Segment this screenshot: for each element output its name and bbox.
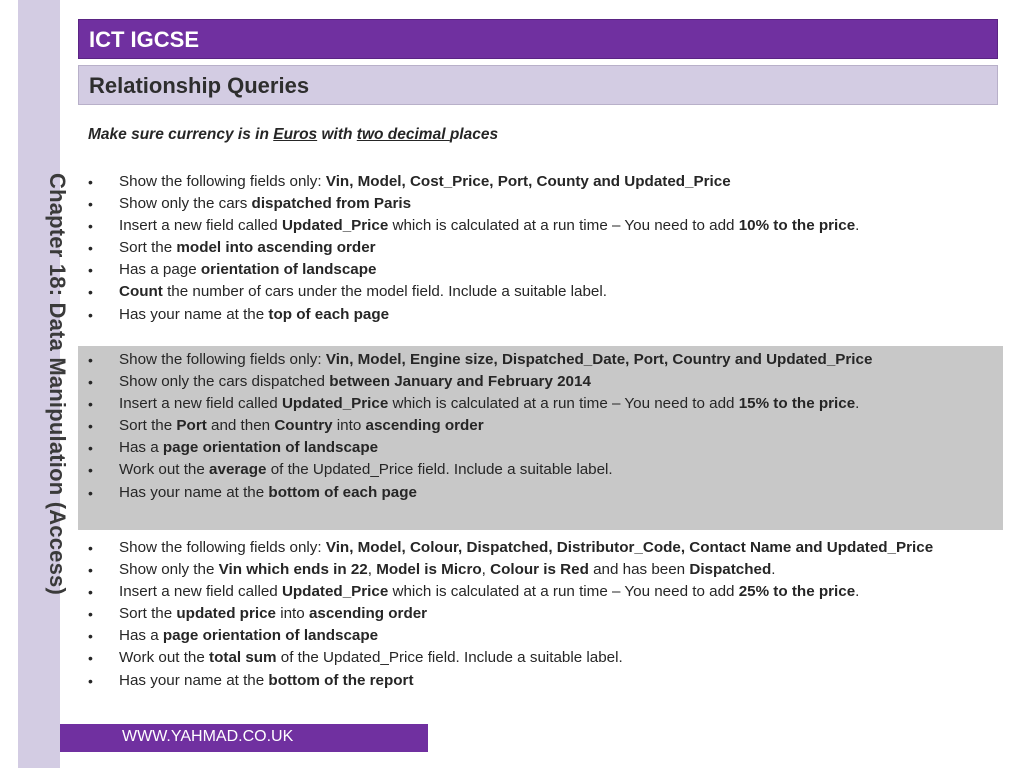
list-item: • Has your name at the bottom of each page — [88, 482, 988, 504]
list-item: • Sort the Port and then Country into ascending order — [88, 415, 988, 437]
list-item: • Sort the model into ascending order — [88, 237, 988, 259]
task-1-list — [88, 171, 988, 326]
list-item: • Insert a new field called Updated_Price which is calculated at a run time – You need to add 15% to the price. — [88, 393, 988, 415]
list-item: • Has a page orientation of landscape — [88, 259, 988, 281]
list-item: • Work out the average of the Updated_Price field. Include a suitable label. — [88, 459, 988, 481]
title-bar — [78, 19, 998, 59]
footer-bar — [60, 724, 428, 752]
subtitle-bar — [78, 65, 998, 105]
list-item: • Has a page orientation of landscape — [88, 625, 988, 647]
list-item: • Show only the Vin which ends in 22, Model is Micro, Colour is Red and has been Dispatched. — [88, 559, 988, 581]
list-item: • Insert a new field called Updated_Price which is calculated at a run time – You need to add 10% to the price. — [88, 215, 988, 237]
list-item: • Count the number of cars under the model field. Include a suitable label. — [88, 281, 988, 303]
list-item: • Show the following fields only: Vin, Model, Engine size, Dispatched_Date, Port, Country and Updated_Price — [88, 349, 988, 371]
list-item: • Has your name at the bottom of the report — [88, 670, 988, 692]
list-item: • Has a page orientation of landscape — [88, 437, 988, 459]
intro-instruction: Make sure currency is in Euros with two decimal places — [88, 126, 499, 143]
page-subtitle: Relationship Queries — [89, 73, 310, 98]
sidebar — [18, 0, 70, 768]
list-item: • Work out the total sum of the Updated_Price field. Include a suitable label. — [88, 647, 988, 669]
task-3-list — [88, 537, 988, 692]
list-item: • Show only the cars dispatched between January and February 2014 — [88, 371, 988, 393]
euros-highlight: Euros — [273, 126, 318, 143]
list-item: • Show the following fields only: Vin, Model, Colour, Dispatched, Distributor_Code, Contact Name and Updated_Price — [88, 537, 988, 559]
list-item: • Insert a new field called Updated_Price which is calculated at a run time – You need to add 25% to the price. — [88, 581, 988, 603]
list-item: • Show the following fields only: Vin, Model, Cost_Price, Port, County and Updated_Price — [88, 171, 988, 193]
page-title: ICT IGCSE — [89, 27, 200, 52]
list-item: • Sort the updated price into ascending order — [88, 603, 988, 625]
two-decimal-highlight: two decimal — [356, 126, 450, 143]
footer-website-link[interactable]: WWW.YAHMAD.CO.UK — [122, 728, 294, 745]
list-item: • Show only the cars dispatched from Paris — [88, 193, 988, 215]
chapter-title: Chapter 18: Data Manipulation (Access) — [45, 172, 70, 596]
task-2-list — [88, 349, 988, 504]
list-item: • Has your name at the top of each page — [88, 304, 988, 326]
